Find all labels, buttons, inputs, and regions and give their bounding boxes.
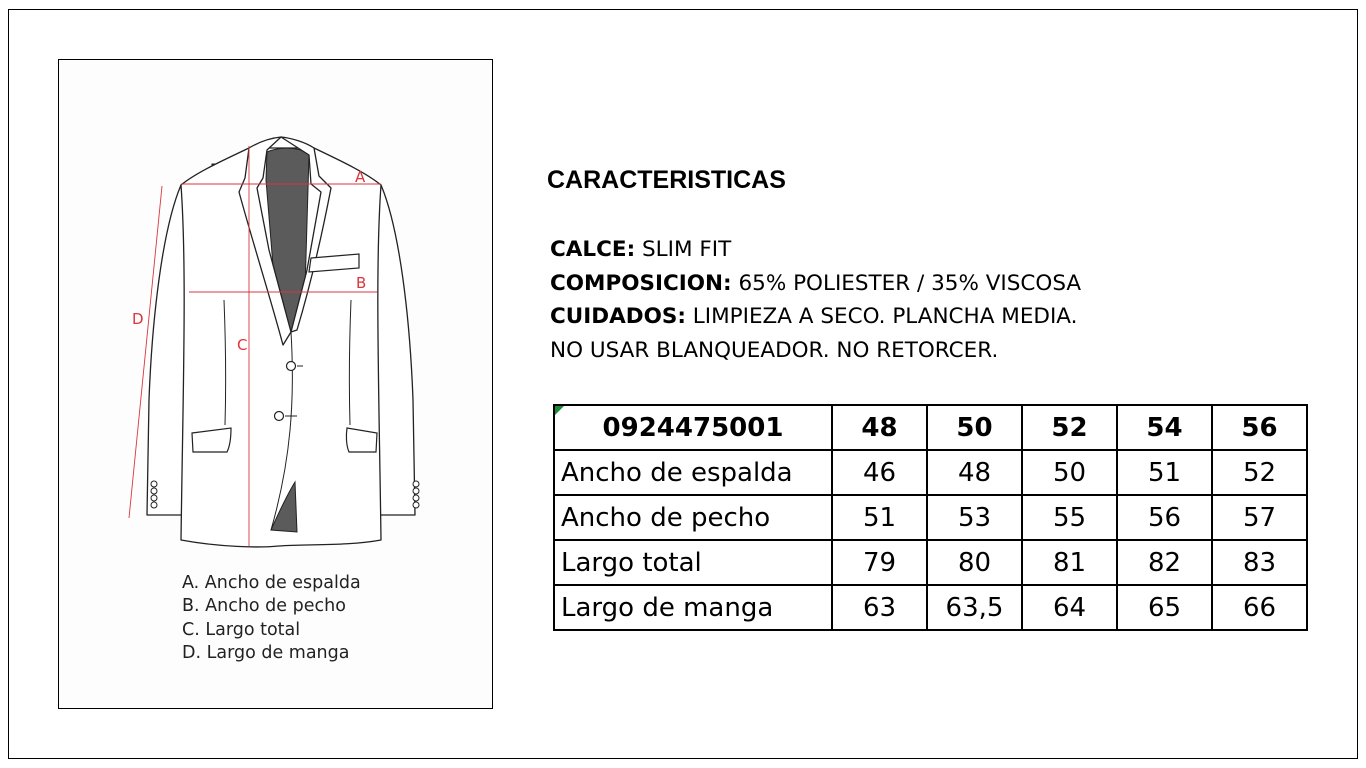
legend-item: C. Largo total: [182, 619, 301, 640]
product-code: 0924475001: [554, 405, 832, 450]
button-icon: [287, 362, 296, 371]
table-row: [554, 495, 1307, 540]
row-label: Largo total: [554, 540, 832, 585]
size-header: 56: [1212, 405, 1307, 450]
table-cell: 63: [832, 585, 927, 630]
size-table: [553, 404, 1308, 631]
size-header: 52: [1022, 405, 1117, 450]
table-row: [554, 540, 1307, 585]
table-cell: 56: [1117, 495, 1212, 540]
marker-c: C: [237, 336, 248, 354]
characteristics-heading: CARACTERISTICAS: [547, 166, 786, 194]
table-cell: 57: [1212, 495, 1307, 540]
legend-item: A. Ancho de espalda: [182, 573, 361, 593]
size-header: 54: [1117, 405, 1212, 450]
table-cell: 63,5: [927, 585, 1022, 630]
composition-label: COMPOSICION:: [550, 270, 732, 296]
legend-item: D. Largo de manga: [182, 642, 350, 663]
table-cell: 48: [927, 450, 1022, 495]
table-cell: 83: [1212, 540, 1307, 585]
composition-value: 65% POLIESTER / 35% VISCOSA: [738, 270, 1082, 296]
fit-label: CALCE:: [550, 237, 636, 262]
legend-item: B. Ancho de pecho: [182, 596, 346, 617]
table-cell: 79: [832, 540, 927, 585]
reference-card: [58, 59, 493, 709]
button-icon: [275, 412, 284, 421]
table-row: [554, 585, 1307, 630]
marker-a: A: [355, 168, 366, 186]
table-cell: 46: [832, 450, 927, 495]
care-line-2: NO USAR BLANQUEADOR. NO RETORCER.: [550, 337, 999, 363]
fit-line: [550, 233, 1081, 267]
size-header: 48: [832, 405, 927, 450]
table-cell: 51: [1117, 450, 1212, 495]
row-label: Largo de manga: [554, 585, 832, 630]
cell-comment-indicator-icon: [555, 406, 564, 415]
table-cell: 51: [832, 495, 927, 540]
row-label: Ancho de espalda: [554, 450, 832, 495]
marker-d: D: [132, 310, 144, 328]
size-header: 50: [927, 405, 1022, 450]
table-row: [554, 450, 1307, 495]
table-cell: 66: [1212, 585, 1307, 630]
marker-b: B: [356, 274, 367, 292]
table-cell: 80: [927, 540, 1022, 585]
table-cell: 64: [1022, 585, 1117, 630]
row-label: Ancho de pecho: [554, 495, 832, 540]
fit-value: SLIM FIT: [642, 237, 732, 262]
table-cell: 55: [1022, 495, 1117, 540]
characteristics-details: [550, 233, 1081, 367]
reference-legend: [182, 572, 361, 665]
composition-line: [550, 267, 1081, 301]
table-cell: 53: [927, 495, 1022, 540]
care-line: [550, 300, 1081, 334]
care-value: LIMPIEZA A SECO. PLANCHA MEDIA.: [692, 304, 1078, 329]
table-cell: 50: [1022, 450, 1117, 495]
care-label: CUIDADOS:: [550, 304, 686, 329]
table-header-row: [554, 405, 1307, 450]
table-cell: 65: [1117, 585, 1212, 630]
table-cell: 52: [1212, 450, 1307, 495]
table-cell: 81: [1022, 540, 1117, 585]
table-cell: 82: [1117, 540, 1212, 585]
